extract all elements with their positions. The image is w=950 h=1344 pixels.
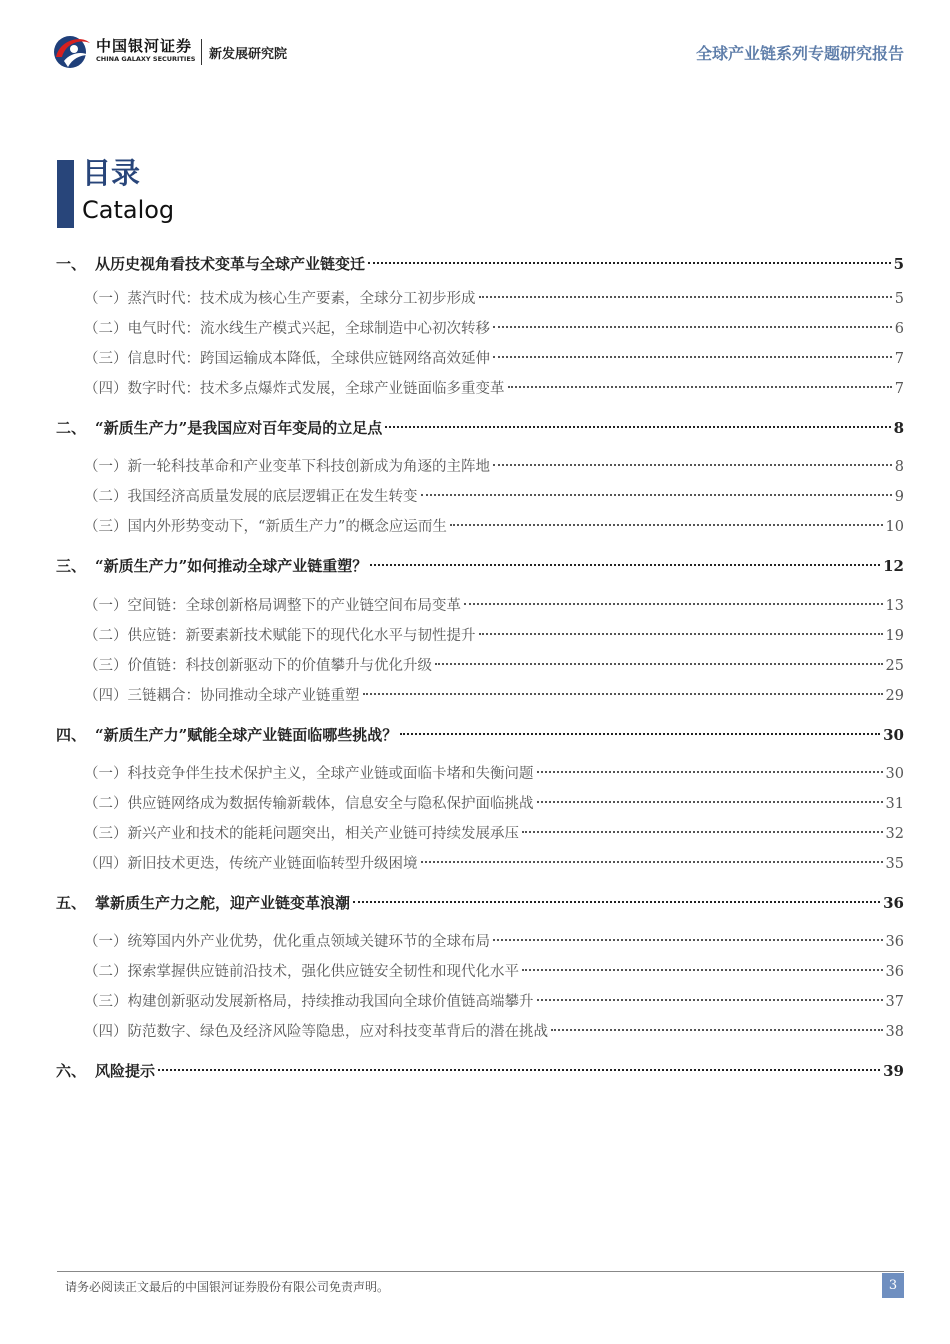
toc-page-number: 31 <box>885 796 904 812</box>
toc-entry-title: （三）新兴产业和技术的能耗问题突出，相关产业链可持续发展承压 <box>84 826 519 842</box>
toc-entry-title: （四）防范数字、绿色及经济风险等隐患，应对科技变革背后的潜在挑战 <box>84 1024 548 1040</box>
toc-entry-title: （三）构建创新驱动发展新格局，持续推动我国向全球价值链高端攀升 <box>84 994 534 1010</box>
report-series-title: 全球产业链系列专题研究报告 <box>695 44 904 63</box>
toc-entry-title: 从历史视角看技术变革与全球产业链变迁 <box>95 255 366 273</box>
toc-page-number: 6 <box>894 321 904 337</box>
toc-entry-title: （四）新旧技术更迭，传统产业链面临转型升级困境 <box>84 856 418 872</box>
toc-page-number: 8 <box>894 459 904 475</box>
toc-dot-leader <box>537 771 883 773</box>
toc-page-number: 8 <box>893 419 904 437</box>
toc-entry-title: 掌新质生产力之舵，迎产业链变革浪潮 <box>95 894 351 912</box>
toc-section[interactable] <box>80 624 904 648</box>
toc-page-number: 38 <box>885 1024 904 1040</box>
toc-dot-leader <box>537 999 883 1001</box>
toc-section[interactable] <box>80 654 904 678</box>
toc-entry-title: （三）信息时代：跨国运输成本降低，全球供应链网络高效延伸 <box>84 351 490 367</box>
toc-entry-title: 风险提示 <box>95 1062 156 1080</box>
toc-page-number: 29 <box>885 688 904 704</box>
toc-entry-title: （一）蒸汽时代：技术成为核心生产要素，全球分工初步形成 <box>84 291 476 307</box>
header-divider <box>201 39 202 65</box>
toc-dot-leader <box>522 831 883 833</box>
toc-entry-title: （四）三链耦合：协同推动全球产业链重塑 <box>84 688 360 704</box>
toc-chapter[interactable] <box>56 554 904 578</box>
brand-name-cn: 中国银河证券 <box>96 37 193 55</box>
toc-dot-leader <box>493 326 892 328</box>
toc-entry-title: “新质生产力”赋能全球产业链面临哪些挑战？ <box>95 726 398 744</box>
toc-section[interactable] <box>80 684 904 708</box>
toc-entry-title: （二）探索掌握供应链前沿技术，强化供应链安全韧性和现代化水平 <box>84 964 519 980</box>
toc-chapter-number: 三、 <box>56 557 87 575</box>
toc-dot-leader <box>370 564 880 566</box>
toc-chapter[interactable] <box>56 891 904 915</box>
toc-chapter-number: 四、 <box>56 726 87 744</box>
title-accent-bar <box>57 160 74 228</box>
toc-chapter-number: 五、 <box>56 894 87 912</box>
toc-section[interactable] <box>80 960 904 984</box>
toc-section[interactable] <box>80 455 904 479</box>
toc-entry-title: （一）新一轮科技革命和产业变革下科技创新成为角逐的主阵地 <box>84 459 490 475</box>
toc-page-number: 7 <box>894 351 904 367</box>
page-number-badge: 3 <box>882 1273 904 1298</box>
toc-entry-title: “新质生产力”是我国应对百年变局的立足点 <box>95 419 383 437</box>
toc-dot-leader <box>493 356 892 358</box>
toc-page-number: 10 <box>885 519 904 535</box>
toc-section[interactable] <box>80 1020 904 1044</box>
toc-dot-leader <box>363 693 883 695</box>
toc-chapter-number: 二、 <box>56 419 87 437</box>
toc-dot-leader <box>537 801 883 803</box>
toc-chapter[interactable] <box>56 252 904 276</box>
toc-page-number: 5 <box>894 291 904 307</box>
toc-page-number: 32 <box>885 826 904 842</box>
toc-dot-leader <box>508 386 892 388</box>
toc-dot-leader <box>479 633 883 635</box>
toc-page-number: 9 <box>894 489 904 505</box>
brand-name-en: CHINA GALAXY SECURITIES <box>96 55 196 63</box>
toc-dot-leader <box>522 969 883 971</box>
page-header <box>0 0 950 80</box>
toc-entry-title: （四）数字时代：技术多点爆炸式发展，全球产业链面临多重变革 <box>84 381 505 397</box>
toc-section[interactable] <box>80 377 904 401</box>
toc-dot-leader <box>479 296 892 298</box>
toc-dot-leader <box>450 524 883 526</box>
institute-name: 新发展研究院 <box>209 47 288 62</box>
toc-dot-leader <box>353 901 880 903</box>
toc-entry-title: （二）电气时代：流水线生产模式兴起，全球制造中心初次转移 <box>84 321 490 337</box>
toc-page-number: 36 <box>885 964 904 980</box>
toc-page-number: 39 <box>883 1062 904 1080</box>
toc-dot-leader <box>368 262 891 264</box>
brand-name <box>96 37 195 64</box>
toc-chapter[interactable] <box>56 723 904 747</box>
toc-section[interactable] <box>80 485 904 509</box>
toc-section[interactable] <box>80 930 904 954</box>
toc-section[interactable] <box>80 822 904 846</box>
toc-section[interactable] <box>80 852 904 876</box>
toc-dot-leader <box>400 733 880 735</box>
toc-entry-title: （三）价值链：科技创新驱动下的价值攀升与优化升级 <box>84 658 432 674</box>
china-galaxy-logo-icon <box>52 33 92 69</box>
toc-chapter[interactable] <box>56 1059 904 1083</box>
toc-page-number: 36 <box>883 894 904 912</box>
toc-entry-title: “新质生产力”如何推动全球产业链重塑？ <box>95 557 368 575</box>
toc-page-number: 12 <box>883 557 904 575</box>
toc-dot-leader <box>493 939 883 941</box>
toc-page-number: 35 <box>885 856 904 872</box>
toc-page-number: 30 <box>885 766 904 782</box>
toc-page-number: 5 <box>893 255 904 273</box>
toc-chapter-number: 一、 <box>56 255 87 273</box>
toc-section[interactable] <box>80 347 904 371</box>
toc-section[interactable] <box>80 762 904 786</box>
catalog-title-en: Catalog <box>82 196 175 224</box>
toc-entry-title: （一）科技竞争伴生技术保护主义，全球产业链或面临卡堵和失衡问题 <box>84 766 534 782</box>
toc-entry-title: （二）供应链：新要素新技术赋能下的现代化水平与韧性提升 <box>84 628 476 644</box>
toc-entry-title: （三）国内外形势变动下，“新质生产力”的概念应运而生 <box>84 519 447 535</box>
toc-dot-leader <box>421 861 883 863</box>
footer-divider <box>57 1271 904 1272</box>
toc-section[interactable] <box>80 317 904 341</box>
toc-entry-title: （一）空间链：全球创新格局调整下的产业链空间布局变革 <box>84 598 461 614</box>
toc-dot-leader <box>551 1029 883 1031</box>
toc-dot-leader <box>385 426 890 428</box>
toc-section[interactable] <box>80 594 904 618</box>
toc-entry-title: （二）供应链网络成为数据传输新载体，信息安全与隐私保护面临挑战 <box>84 796 534 812</box>
toc-chapter[interactable] <box>56 416 904 440</box>
toc-page-number: 30 <box>883 726 904 744</box>
toc-page-number: 36 <box>885 934 904 950</box>
toc-page-number: 37 <box>885 994 904 1010</box>
toc-page-number: 13 <box>885 598 904 614</box>
catalog-title-cn: 目录 <box>82 156 141 190</box>
toc-page-number: 19 <box>885 628 904 644</box>
toc-entry-title: （二）我国经济高质量发展的底层逻辑正在发生转变 <box>84 489 418 505</box>
toc-section[interactable] <box>80 990 904 1014</box>
toc-section[interactable] <box>80 515 904 539</box>
toc-entry-title: （一）统筹国内外产业优势，优化重点领域关键环节的全球布局 <box>84 934 490 950</box>
toc-dot-leader <box>464 603 883 605</box>
toc-dot-leader <box>421 494 892 496</box>
footer-disclaimer: 请务必阅读正文最后的中国银河证券股份有限公司免责声明。 <box>65 1280 390 1294</box>
toc-page-number: 7 <box>894 381 904 397</box>
toc-section[interactable] <box>80 287 904 311</box>
toc-dot-leader <box>493 464 892 466</box>
toc-page-number: 25 <box>885 658 904 674</box>
toc-chapter-number: 六、 <box>56 1062 87 1080</box>
toc-section[interactable] <box>80 792 904 816</box>
toc-dot-leader <box>435 663 883 665</box>
toc-dot-leader <box>158 1069 880 1071</box>
